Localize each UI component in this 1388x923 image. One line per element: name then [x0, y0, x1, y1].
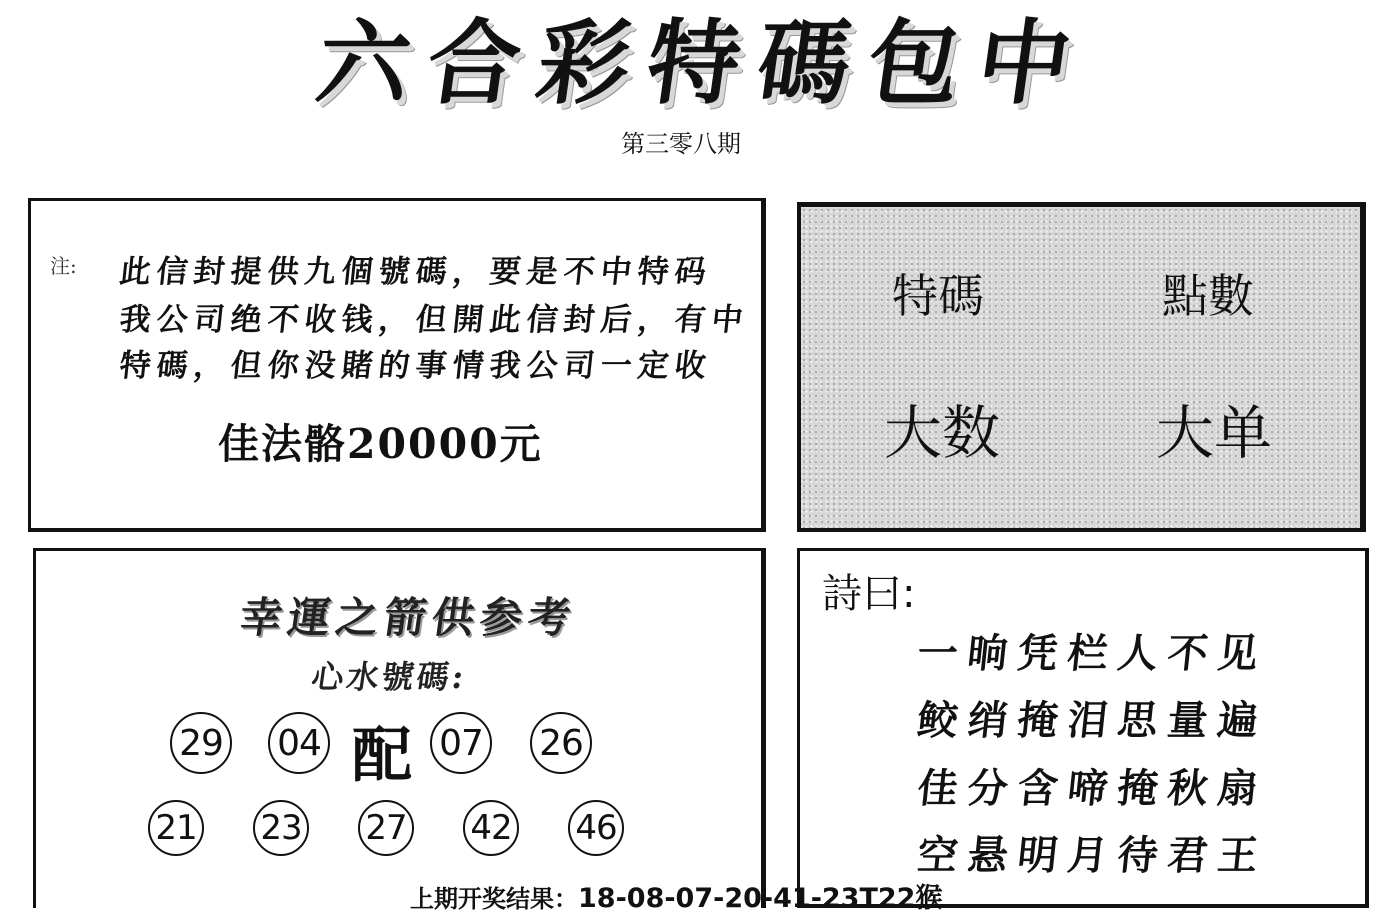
special-code-header: 特碼: [892, 269, 984, 323]
notice-label: 注:: [50, 254, 77, 278]
special-code-box: [797, 202, 1366, 532]
last-result: [410, 876, 942, 915]
fine-amount: 佳法骼20000元: [218, 420, 543, 468]
points-header: 點數: [1162, 269, 1254, 323]
title-char: 中: [970, 9, 1078, 117]
number-ball: 21: [148, 800, 204, 856]
last-result-value: 18-08-07-20-41-23T22猴: [578, 883, 943, 914]
pair-label: 配: [352, 721, 412, 791]
title-char: 包: [860, 9, 968, 117]
title-char: 彩: [530, 9, 638, 117]
number-ball: 29: [170, 712, 232, 774]
lucky-subtitle: 心水號碼:: [309, 658, 470, 696]
number-ball: 46: [568, 800, 624, 856]
poem-line: 佳分含啼掩秋扇: [915, 765, 1271, 812]
poem-line: 空悬明月待君王: [915, 832, 1271, 879]
number-ball: 23: [253, 800, 309, 856]
poem-line: 鲛绡掩泪思量遍: [915, 697, 1271, 744]
notice-line: 此信封提供九個號碼，要是不中特码: [117, 254, 714, 290]
title-char: 碼: [750, 9, 858, 117]
title-char: 特: [640, 9, 748, 117]
poem-title: 詩曰:: [822, 571, 916, 617]
title-char: 六: [310, 9, 418, 117]
points-value: 大单: [1156, 399, 1273, 467]
lucky-title: 幸運之箭供参考: [236, 593, 580, 642]
last-result-label: 上期开奖结果：: [410, 885, 578, 913]
poem-line: 一晌凭栏人不见: [915, 630, 1271, 677]
notice-line: 我公司绝不收钱，但開此信封后，有中: [117, 302, 751, 338]
number-ball: 26: [530, 712, 592, 774]
number-ball: 42: [463, 800, 519, 856]
number-ball: 07: [430, 712, 492, 774]
notice-line: 特碼，但你没賭的事情我公司一定收: [117, 348, 714, 384]
issue-number: 第三零八期: [621, 130, 741, 158]
number-ball: 04: [268, 712, 330, 774]
special-code-value: 大数: [884, 399, 1001, 467]
title-char: 合: [420, 9, 528, 117]
number-ball: 27: [358, 800, 414, 856]
main-title: [0, 8, 1388, 118]
